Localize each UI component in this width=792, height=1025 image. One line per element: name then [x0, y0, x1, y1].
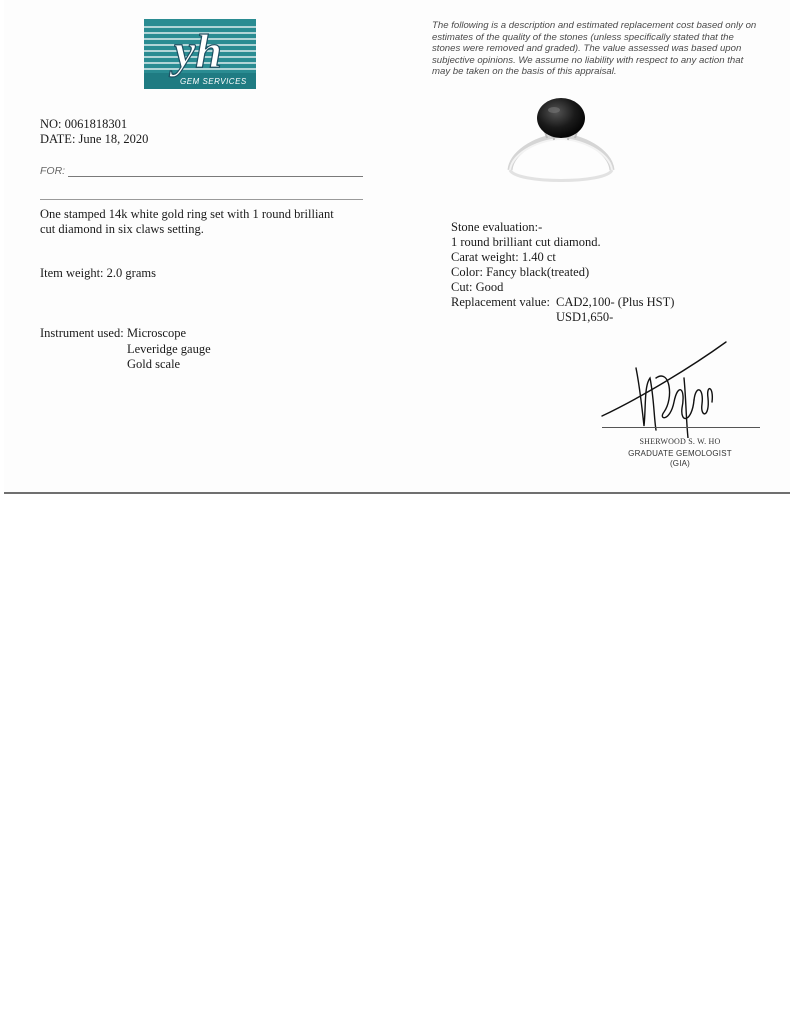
stone-heading: Stone evaluation:- — [451, 220, 543, 234]
signature-line — [602, 427, 760, 428]
item-description-line1: One stamped 14k white gold ring set with 1 round brilliant — [40, 207, 334, 221]
instrument-gold-scale: Gold scale — [127, 357, 181, 371]
handwritten-signature — [600, 338, 760, 438]
yh-gem-services-logo — [144, 19, 256, 89]
instrument-leveridge-gauge: Leveridge gauge — [127, 342, 211, 356]
replacement-cad: CAD2,100- (Plus HST) — [556, 295, 675, 309]
for-line — [68, 176, 363, 177]
stone-line-carat: Carat weight: 1.40 ct — [451, 250, 556, 264]
instrument-microscope: Microscope — [127, 326, 187, 340]
replacement-usd: USD1,650- — [556, 310, 614, 324]
for-line-2 — [40, 199, 363, 200]
signatory-name: SHERWOOD S. W. HO — [639, 437, 721, 446]
appraisal-certificate — [4, 0, 790, 494]
disclaimer-text: The following is a description and estimated replacement cost based only on estimates of the quality of the stones (unless specifically stated that the stones were removed and graded). The value assessed was based upon subjective opinions. We assume no liability with respect to any action that may be taken on the basis of this appraisal. — [432, 20, 757, 78]
ring-photo — [502, 92, 620, 188]
logo-monogram: yh — [174, 25, 222, 78]
signatory-credential: (GIA) — [669, 459, 691, 468]
stone-line-color: Color: Fancy black(treated) — [451, 265, 590, 279]
item-weight: Item weight: 2.0 grams — [40, 266, 156, 280]
record-number: NO: 0061818301 — [40, 117, 128, 131]
item-description-line2: cut diamond in six claws setting. — [40, 222, 204, 236]
logo-tagline: GEM SERVICES — [180, 77, 247, 86]
for-label: FOR: — [40, 165, 66, 177]
stone-line-grade: Cut: Good — [451, 280, 504, 294]
signatory-title: GRADUATE GEMOLOGIST — [628, 449, 732, 458]
record-date: DATE: June 18, 2020 — [40, 132, 149, 146]
instrument-label: Instrument used: — [40, 326, 124, 340]
replacement-label: Replacement value: — [451, 295, 550, 309]
stone-line-cut: 1 round brilliant cut diamond. — [451, 235, 601, 249]
